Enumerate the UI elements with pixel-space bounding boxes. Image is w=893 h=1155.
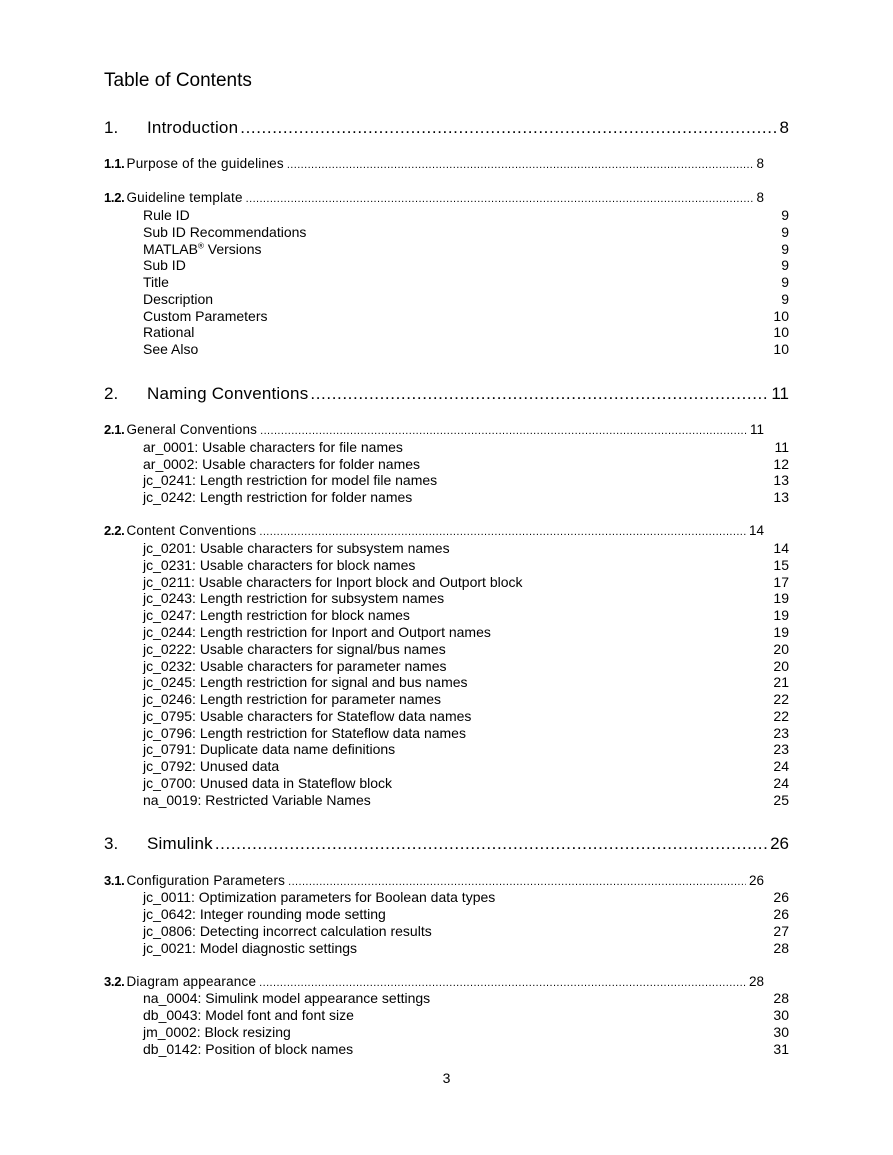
- entry-title: jc_0792: Unused data: [143, 758, 280, 774]
- toc-entry[interactable]: [143, 906, 789, 922]
- entry-page: 13: [773, 489, 789, 505]
- dot-leader: [259, 977, 746, 989]
- dot-leader: [246, 193, 754, 205]
- toc-entry[interactable]: [143, 274, 789, 290]
- toc-entry[interactable]: [143, 641, 789, 657]
- entry-title: jc_0791: Duplicate data name definitions: [143, 741, 396, 757]
- entry-title: Custom Parameters: [143, 308, 268, 324]
- dot-leader: [310, 384, 769, 404]
- entry-page: 24: [773, 775, 789, 791]
- section-page: 26: [748, 873, 764, 888]
- toc-entry[interactable]: [143, 557, 789, 573]
- toc-entry[interactable]: [143, 241, 789, 257]
- toc-entry[interactable]: [143, 341, 789, 357]
- chapter-page: 26: [770, 834, 789, 853]
- entry-page: 26: [773, 906, 789, 922]
- chapter-number: 2.: [104, 384, 119, 403]
- entry-page: 12: [773, 456, 789, 472]
- entry-page: 25: [773, 792, 789, 808]
- chapter-page: 8: [779, 118, 789, 137]
- entry-title: jc_0795: Usable characters for Stateflow data names: [143, 708, 472, 724]
- entry-page: 28: [773, 990, 789, 1006]
- entry-page: 13: [773, 472, 789, 488]
- entry-page: 26: [773, 889, 789, 905]
- entry-title: jc_0021: Model diagnostic settings: [143, 940, 358, 956]
- toc-entry[interactable]: [143, 489, 789, 505]
- toc-chapter[interactable]: [104, 834, 789, 856]
- section-number: 2.2.: [104, 523, 125, 538]
- toc-entry[interactable]: [143, 725, 789, 741]
- toc-entry[interactable]: [143, 574, 789, 590]
- section-page: 8: [756, 190, 764, 205]
- toc-entry[interactable]: [143, 207, 789, 223]
- entry-title: jc_0241: Length restriction for model file names: [143, 472, 438, 488]
- entry-title: jc_0642: Integer rounding mode setting: [143, 906, 386, 922]
- toc-entry[interactable]: [143, 990, 789, 1006]
- entry-page: 9: [781, 291, 789, 307]
- toc-entry[interactable]: [143, 1041, 789, 1057]
- entry-page: 21: [773, 674, 789, 690]
- toc-entry[interactable]: [143, 456, 789, 472]
- entry-page: 19: [773, 624, 789, 640]
- section-title: General Conventions: [126, 422, 258, 437]
- entry-title: jc_0222: Usable characters for signal/bus names: [143, 641, 446, 657]
- entry-page: 28: [773, 940, 789, 956]
- toc-section[interactable]: [104, 974, 764, 990]
- chapter-number: 3.: [104, 834, 119, 853]
- registered-mark: ®: [197, 241, 204, 251]
- dot-leader: [259, 526, 746, 538]
- toc-entry[interactable]: [143, 775, 789, 791]
- entry-title: jc_0245: Length restriction for signal and bus names: [143, 674, 468, 690]
- entry-page: 14: [773, 540, 789, 556]
- toc-entry[interactable]: [143, 1007, 789, 1023]
- entry-title: jc_0806: Detecting incorrect calculation results: [143, 923, 432, 939]
- entry-page: 22: [773, 691, 789, 707]
- toc-entry[interactable]: [143, 923, 789, 939]
- entry-page: 9: [781, 274, 789, 290]
- section-number: 1.2.: [104, 190, 125, 205]
- toc-entry[interactable]: [143, 324, 789, 340]
- entry-title: MATLAB® Versions: [143, 241, 262, 257]
- section-page: 28: [748, 974, 764, 989]
- entry-page: 20: [773, 641, 789, 657]
- entry-title: jc_0246: Length restriction for parameter names: [143, 691, 442, 707]
- entry-title: Sub ID Recommendations: [143, 224, 307, 240]
- toc-entry[interactable]: [143, 691, 789, 707]
- entry-title: jc_0211: Usable characters for Inport block and Outport block: [143, 574, 523, 590]
- section-title: Guideline template: [126, 190, 243, 205]
- toc-entry[interactable]: [143, 940, 789, 956]
- dot-leader: [240, 118, 777, 138]
- entry-title: Sub ID: [143, 257, 186, 273]
- toc-chapter[interactable]: [104, 384, 789, 406]
- entry-title: jc_0231: Usable characters for block names: [143, 557, 416, 573]
- chapter-title: Simulink: [147, 834, 213, 853]
- section-title: Purpose of the guidelines: [126, 156, 284, 171]
- section-page: 11: [749, 422, 764, 437]
- toc-entry[interactable]: [143, 658, 789, 674]
- entry-page: 30: [773, 1024, 789, 1040]
- entry-title: ar_0001: Usable characters for file names: [143, 439, 403, 455]
- dot-leader: [287, 159, 754, 171]
- entry-page: 19: [773, 607, 789, 623]
- section-page: 8: [756, 156, 764, 171]
- toc-section[interactable]: [104, 873, 764, 889]
- entry-title: Rule ID: [143, 207, 190, 223]
- dot-leader: [215, 834, 768, 854]
- entry-page: 23: [773, 741, 789, 757]
- toc-section[interactable]: [104, 190, 764, 206]
- entry-title: jc_0247: Length restriction for block names: [143, 607, 410, 623]
- toc-title: Table of Contents: [104, 70, 252, 91]
- entry-page: 27: [773, 923, 789, 939]
- toc-entry[interactable]: [143, 308, 789, 324]
- toc-section[interactable]: [104, 156, 764, 172]
- toc-chapter[interactable]: [104, 118, 789, 140]
- toc-entry[interactable]: [143, 708, 789, 724]
- entry-title: db_0142: Position of block names: [143, 1041, 354, 1057]
- toc-entry[interactable]: [143, 540, 789, 556]
- dot-leader: [260, 425, 747, 437]
- toc-entry[interactable]: [143, 624, 789, 640]
- entry-title: na_0004: Simulink model appearance settings: [143, 990, 431, 1006]
- toc-entry[interactable]: [143, 889, 789, 905]
- section-number: 2.1.: [104, 422, 125, 437]
- entry-page: 20: [773, 658, 789, 674]
- entry-page: 10: [773, 308, 789, 324]
- entry-title: jc_0242: Length restriction for folder names: [143, 489, 413, 505]
- toc-entry[interactable]: [143, 758, 789, 774]
- chapter-title: Introduction: [147, 118, 239, 137]
- section-title: Content Conventions: [126, 523, 257, 538]
- toc-entry[interactable]: [143, 224, 789, 240]
- toc-entry[interactable]: [143, 792, 789, 808]
- entry-page: 24: [773, 758, 789, 774]
- page-number: 3: [442, 1070, 451, 1086]
- chapter-number: 1.: [104, 118, 119, 137]
- entry-title: See Also: [143, 341, 199, 357]
- entry-title: na_0019: Restricted Variable Names: [143, 792, 371, 808]
- toc-entry[interactable]: [143, 674, 789, 690]
- entry-title: jc_0796: Length restriction for Stateflow data names: [143, 725, 466, 741]
- toc-entry[interactable]: [143, 257, 789, 273]
- entry-title: jc_0232: Usable characters for parameter names: [143, 658, 447, 674]
- toc-entry[interactable]: [143, 439, 789, 455]
- entry-title: jc_0011: Optimization parameters for Boolean data types: [143, 889, 496, 905]
- entry-page: 15: [773, 557, 789, 573]
- entry-title: Rational: [143, 324, 195, 340]
- entry-page: 17: [773, 574, 789, 590]
- entry-page: 19: [773, 590, 789, 606]
- entry-page: 30: [773, 1007, 789, 1023]
- toc-entry[interactable]: [143, 1024, 789, 1040]
- entry-page: 23: [773, 725, 789, 741]
- entry-page: 31: [773, 1041, 789, 1057]
- entry-page: 9: [781, 207, 789, 223]
- section-title: Diagram appearance: [126, 974, 257, 989]
- entry-title: ar_0002: Usable characters for folder names: [143, 456, 421, 472]
- toc-entry[interactable]: [143, 607, 789, 623]
- entry-page: 10: [773, 324, 789, 340]
- dot-leader: [288, 876, 746, 888]
- entry-page: 9: [781, 257, 789, 273]
- entry-page: 9: [781, 224, 789, 240]
- entry-page: 22: [773, 708, 789, 724]
- entry-title: Description: [143, 291, 214, 307]
- entry-page: 10: [773, 341, 789, 357]
- entry-title: jc_0244: Length restriction for Inport and Outport names: [143, 624, 491, 640]
- chapter-page: 11: [771, 384, 789, 403]
- entry-title: jc_0700: Unused data in Stateflow block: [143, 775, 393, 791]
- entry-title: jc_0201: Usable characters for subsystem names: [143, 540, 450, 556]
- section-number: 3.2.: [104, 974, 125, 989]
- chapter-title: Naming Conventions: [147, 384, 309, 403]
- toc-entry[interactable]: [143, 472, 789, 488]
- entry-page: 11: [774, 439, 789, 455]
- toc-section[interactable]: [104, 422, 764, 438]
- toc-section[interactable]: [104, 523, 764, 539]
- section-number: 3.1.: [104, 873, 125, 888]
- entry-title: Title: [143, 274, 169, 290]
- entry-title: db_0043: Model font and font size: [143, 1007, 354, 1023]
- section-title: Configuration Parameters: [126, 873, 286, 888]
- toc-entry[interactable]: [143, 590, 789, 606]
- section-number: 1.1.: [104, 156, 125, 171]
- toc-entry[interactable]: [143, 741, 789, 757]
- section-page: 14: [748, 523, 764, 538]
- entry-title: jc_0243: Length restriction for subsystem names: [143, 590, 445, 606]
- toc-entry[interactable]: [143, 291, 789, 307]
- entry-title: jm_0002: Block resizing: [143, 1024, 291, 1040]
- entry-page: 9: [781, 241, 789, 257]
